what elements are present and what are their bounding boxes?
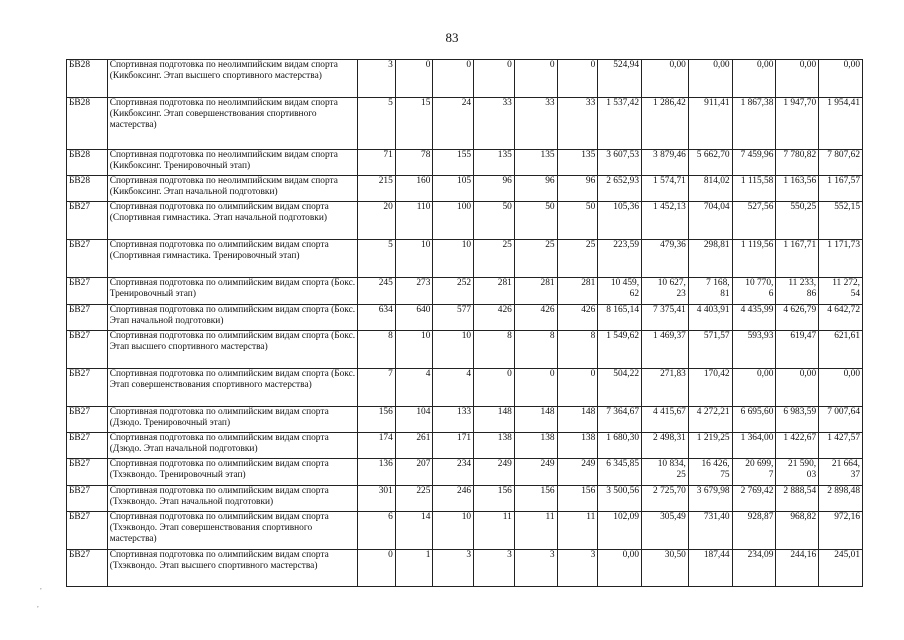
row-amount-cell: 245,01	[819, 550, 863, 587]
row-amount-cell: 619,47	[776, 331, 819, 369]
row-amount-cell: 4 642,72	[819, 305, 863, 331]
row-amount-cell: 271,83	[642, 369, 689, 407]
row-amount-cell: 2 898,48	[819, 486, 863, 512]
row-volume-cell: 207	[395, 459, 433, 486]
row-amount-cell: 4 626,79	[776, 305, 819, 331]
row-volume-cell: 8	[474, 331, 515, 369]
row-volume-cell: 104	[395, 407, 433, 433]
row-amount-cell: 21 664, 37	[819, 459, 863, 486]
row-volume-cell: 105	[433, 176, 474, 202]
row-service-name: Спортивная подготовка по олимпийским видам спорта (Дзюдо. Этап начальной подготовки)	[107, 433, 357, 459]
row-service-name: Спортивная подготовка по олимпийским видам спорта (Спортивная гимнастика. Этап начальной подготовки)	[107, 202, 357, 240]
row-volume-cell: 0	[474, 369, 515, 407]
row-amount-cell: 21 590, 03	[776, 459, 819, 486]
row-volume-cell: 133	[433, 407, 474, 433]
row-volume-cell: 33	[557, 98, 598, 150]
row-amount-cell: 1 947,70	[776, 98, 819, 150]
row-amount-cell: 10 627, 23	[642, 278, 689, 305]
row-volume-cell: 0	[514, 369, 557, 407]
row-volume-cell: 25	[474, 240, 515, 278]
row-volume-cell: 50	[557, 202, 598, 240]
table-row	[67, 433, 863, 459]
row-volume-cell: 96	[514, 176, 557, 202]
row-amount-cell: 1 867,38	[732, 98, 776, 150]
row-service-name: Спортивная подготовка по олимпийским видам спорта (Дзюдо. Тренировочный этап)	[107, 407, 357, 433]
row-amount-cell: 7 364,67	[598, 407, 642, 433]
row-volume-cell: 4	[395, 369, 433, 407]
row-amount-cell: 11 233, 86	[776, 278, 819, 305]
row-volume-cell: 3	[358, 60, 396, 98]
row-amount-cell: 552,15	[819, 202, 863, 240]
row-volume-cell: 138	[514, 433, 557, 459]
row-amount-cell: 968,82	[776, 512, 819, 550]
row-volume-cell: 20	[358, 202, 396, 240]
row-volume-cell: 50	[514, 202, 557, 240]
row-volume-cell: 10	[395, 331, 433, 369]
table-row	[67, 305, 863, 331]
row-volume-cell: 8	[514, 331, 557, 369]
row-volume-cell: 33	[474, 98, 515, 150]
row-amount-cell: 105,36	[598, 202, 642, 240]
row-volume-cell: 156	[474, 486, 515, 512]
table-row	[67, 278, 863, 305]
row-volume-cell: 0	[514, 60, 557, 98]
row-amount-cell: 7 168, 81	[688, 278, 732, 305]
row-volume-cell: 3	[514, 550, 557, 587]
row-volume-cell: 3	[557, 550, 598, 587]
row-amount-cell: 16 426, 75	[688, 459, 732, 486]
budget-table	[66, 59, 863, 587]
row-volume-cell: 25	[514, 240, 557, 278]
table-row	[67, 150, 863, 176]
row-amount-cell: 223,59	[598, 240, 642, 278]
row-volume-cell: 281	[514, 278, 557, 305]
row-amount-cell: 8 165,14	[598, 305, 642, 331]
row-amount-cell: 170,42	[688, 369, 732, 407]
row-volume-cell: 577	[433, 305, 474, 331]
row-amount-cell: 10 459, 62	[598, 278, 642, 305]
row-code: БВ27	[67, 369, 108, 407]
row-volume-cell: 160	[395, 176, 433, 202]
row-service-name: Спортивная подготовка по неолимпийским видам спорта (Кикбоксинг. Этап высшего спортивного мастерства)	[107, 60, 357, 98]
row-amount-cell: 2 498,31	[642, 433, 689, 459]
row-amount-cell: 298,81	[688, 240, 732, 278]
row-amount-cell: 1 680,30	[598, 433, 642, 459]
table-row	[67, 459, 863, 486]
row-volume-cell: 0	[557, 369, 598, 407]
row-volume-cell: 8	[358, 331, 396, 369]
row-amount-cell: 1 167,57	[819, 176, 863, 202]
row-volume-cell: 0	[358, 550, 396, 587]
row-service-name: Спортивная подготовка по неолимпийским видам спорта (Кикбоксинг. Этап начальной подготовки)	[107, 176, 357, 202]
row-amount-cell: 4 415,67	[642, 407, 689, 433]
row-volume-cell: 11	[514, 512, 557, 550]
row-code: БВ27	[67, 550, 108, 587]
row-amount-cell: 244,16	[776, 550, 819, 587]
row-amount-cell: 5 662,70	[688, 150, 732, 176]
row-amount-cell: 814,02	[688, 176, 732, 202]
row-volume-cell: 3	[474, 550, 515, 587]
row-code: БВ28	[67, 176, 108, 202]
row-amount-cell: 7 007,64	[819, 407, 863, 433]
row-amount-cell: 2 725,70	[642, 486, 689, 512]
row-volume-cell: 249	[474, 459, 515, 486]
row-volume-cell: 96	[474, 176, 515, 202]
row-service-name: Спортивная подготовка по олимпийским видам спорта (Бокс. Тренировочный этап)	[107, 278, 357, 305]
table-row	[67, 550, 863, 587]
table-row	[67, 240, 863, 278]
row-volume-cell: 261	[395, 433, 433, 459]
row-amount-cell: 1 171,73	[819, 240, 863, 278]
row-amount-cell: 504,22	[598, 369, 642, 407]
row-amount-cell: 4 403,91	[688, 305, 732, 331]
row-amount-cell: 6 695,60	[732, 407, 776, 433]
row-amount-cell: 0,00	[642, 60, 689, 98]
row-amount-cell: 1 219,25	[688, 433, 732, 459]
row-code: БВ27	[67, 407, 108, 433]
row-amount-cell: 10 770, 6	[732, 278, 776, 305]
row-amount-cell: 479,36	[642, 240, 689, 278]
row-code: БВ27	[67, 459, 108, 486]
row-amount-cell: 972,16	[819, 512, 863, 550]
table-row	[67, 98, 863, 150]
row-amount-cell: 0,00	[732, 60, 776, 98]
row-volume-cell: 252	[433, 278, 474, 305]
row-amount-cell: 1 427,57	[819, 433, 863, 459]
row-amount-cell: 0,00	[688, 60, 732, 98]
row-amount-cell: 0,00	[819, 60, 863, 98]
row-amount-cell: 0,00	[776, 60, 819, 98]
row-volume-cell: 225	[395, 486, 433, 512]
row-amount-cell: 593,93	[732, 331, 776, 369]
row-code: БВ27	[67, 202, 108, 240]
row-amount-cell: 10 834, 25	[642, 459, 689, 486]
row-volume-cell: 7	[358, 369, 396, 407]
row-amount-cell: 731,40	[688, 512, 732, 550]
row-volume-cell: 24	[433, 98, 474, 150]
row-volume-cell: 171	[433, 433, 474, 459]
row-volume-cell: 426	[557, 305, 598, 331]
row-amount-cell: 571,57	[688, 331, 732, 369]
row-amount-cell: 7 807,62	[819, 150, 863, 176]
table-row	[67, 60, 863, 98]
row-amount-cell: 3 679,98	[688, 486, 732, 512]
row-volume-cell: 0	[557, 60, 598, 98]
row-volume-cell: 426	[514, 305, 557, 331]
row-volume-cell: 148	[514, 407, 557, 433]
row-code: БВ28	[67, 98, 108, 150]
table-row	[67, 202, 863, 240]
row-code: БВ27	[67, 305, 108, 331]
row-amount-cell: 6 345,85	[598, 459, 642, 486]
row-amount-cell: 1 954,41	[819, 98, 863, 150]
row-amount-cell: 20 699, 7	[732, 459, 776, 486]
row-volume-cell: 5	[358, 240, 396, 278]
row-volume-cell: 0	[395, 60, 433, 98]
row-amount-cell: 7 375,41	[642, 305, 689, 331]
row-volume-cell: 281	[557, 278, 598, 305]
row-volume-cell: 156	[557, 486, 598, 512]
page-number: 83	[445, 30, 459, 45]
row-amount-cell: 1 115,58	[732, 176, 776, 202]
row-volume-cell: 249	[557, 459, 598, 486]
row-amount-cell: 6 983,59	[776, 407, 819, 433]
row-service-name: Спортивная подготовка по олимпийским видам спорта (Тхэквондо. Тренировочный этап)	[107, 459, 357, 486]
row-amount-cell: 1 364,00	[732, 433, 776, 459]
row-volume-cell: 10	[433, 512, 474, 550]
row-amount-cell: 527,56	[732, 202, 776, 240]
row-volume-cell: 245	[358, 278, 396, 305]
row-volume-cell: 10	[395, 240, 433, 278]
row-code: БВ27	[67, 512, 108, 550]
row-amount-cell: 1 167,71	[776, 240, 819, 278]
row-volume-cell: 11	[474, 512, 515, 550]
row-code: БВ27	[67, 486, 108, 512]
row-code: БВ28	[67, 150, 108, 176]
row-service-name: Спортивная подготовка по неолимпийским видам спорта (Кикбоксинг. Тренировочный этап)	[107, 150, 357, 176]
row-volume-cell: 78	[395, 150, 433, 176]
row-amount-cell: 1 452,13	[642, 202, 689, 240]
row-volume-cell: 11	[557, 512, 598, 550]
row-volume-cell: 138	[474, 433, 515, 459]
row-volume-cell: 110	[395, 202, 433, 240]
row-volume-cell: 96	[557, 176, 598, 202]
row-service-name: Спортивная подготовка по олимпийским видам спорта (Тхэквондо. Этап совершенствования спортивного мастерства)	[107, 512, 357, 550]
row-amount-cell: 0,00	[819, 369, 863, 407]
row-amount-cell: 7 459,96	[732, 150, 776, 176]
row-code: БВ27	[67, 278, 108, 305]
row-service-name: Спортивная подготовка по неолимпийским видам спорта (Кикбоксинг. Этап совершенствования спортивного мастерства)	[107, 98, 357, 150]
row-amount-cell: 1 549,62	[598, 331, 642, 369]
row-volume-cell: 5	[358, 98, 396, 150]
table-row	[67, 331, 863, 369]
table-row	[67, 407, 863, 433]
row-amount-cell: 2 769,42	[732, 486, 776, 512]
row-volume-cell: 135	[474, 150, 515, 176]
row-service-name: Спортивная подготовка по олимпийским видам спорта (Бокс. Этап начальной подготовки)	[107, 305, 357, 331]
row-amount-cell: 1 286,42	[642, 98, 689, 150]
row-amount-cell: 3 879,46	[642, 150, 689, 176]
row-amount-cell: 1 163,56	[776, 176, 819, 202]
row-amount-cell: 30,50	[642, 550, 689, 587]
row-volume-cell: 10	[433, 331, 474, 369]
row-code: БВ28	[67, 60, 108, 98]
row-amount-cell: 305,49	[642, 512, 689, 550]
row-volume-cell: 155	[433, 150, 474, 176]
row-volume-cell: 249	[514, 459, 557, 486]
row-amount-cell: 3 607,53	[598, 150, 642, 176]
row-amount-cell: 7 780,82	[776, 150, 819, 176]
row-volume-cell: 426	[474, 305, 515, 331]
row-service-name: Спортивная подготовка по олимпийским видам спорта (Бокс. Этап высшего спортивного мастерства)	[107, 331, 357, 369]
table-row	[67, 369, 863, 407]
row-amount-cell: 11 272, 54	[819, 278, 863, 305]
row-volume-cell: 1	[395, 550, 433, 587]
row-volume-cell: 25	[557, 240, 598, 278]
row-amount-cell: 524,94	[598, 60, 642, 98]
row-amount-cell: 550,25	[776, 202, 819, 240]
row-volume-cell: 6	[358, 512, 396, 550]
table-row	[67, 486, 863, 512]
row-volume-cell: 148	[557, 407, 598, 433]
row-volume-cell: 14	[395, 512, 433, 550]
row-volume-cell: 138	[557, 433, 598, 459]
row-volume-cell: 0	[474, 60, 515, 98]
row-amount-cell: 0,00	[732, 369, 776, 407]
row-amount-cell: 928,87	[732, 512, 776, 550]
row-volume-cell: 0	[433, 60, 474, 98]
row-amount-cell: 4 272,21	[688, 407, 732, 433]
row-amount-cell: 102,09	[598, 512, 642, 550]
row-amount-cell: 1 469,37	[642, 331, 689, 369]
row-volume-cell: 71	[358, 150, 396, 176]
row-amount-cell: 0,00	[776, 369, 819, 407]
row-amount-cell: 0,00	[598, 550, 642, 587]
table-row	[67, 176, 863, 202]
row-volume-cell: 100	[433, 202, 474, 240]
row-volume-cell: 4	[433, 369, 474, 407]
row-volume-cell: 10	[433, 240, 474, 278]
row-volume-cell: 640	[395, 305, 433, 331]
row-amount-cell: 4 435,99	[732, 305, 776, 331]
row-amount-cell: 3 500,56	[598, 486, 642, 512]
table-row	[67, 512, 863, 550]
row-volume-cell: 174	[358, 433, 396, 459]
row-volume-cell: 3	[433, 550, 474, 587]
row-amount-cell: 2 888,54	[776, 486, 819, 512]
row-service-name: Спортивная подготовка по олимпийским видам спорта (Тхэквондо. Этап высшего спортивного мастерства)	[107, 550, 357, 587]
row-code: БВ27	[67, 433, 108, 459]
row-volume-cell: 246	[433, 486, 474, 512]
scan-mark: ,	[40, 583, 42, 591]
row-amount-cell: 1 574,71	[642, 176, 689, 202]
row-volume-cell: 634	[358, 305, 396, 331]
row-code: БВ27	[67, 331, 108, 369]
scan-mark: ,	[37, 601, 39, 609]
row-service-name: Спортивная подготовка по олимпийским видам спорта (Спортивная гимнастика. Тренировочный этап)	[107, 240, 357, 278]
row-volume-cell: 215	[358, 176, 396, 202]
row-volume-cell: 234	[433, 459, 474, 486]
row-volume-cell: 156	[358, 407, 396, 433]
row-amount-cell: 704,04	[688, 202, 732, 240]
row-volume-cell: 33	[514, 98, 557, 150]
row-volume-cell: 148	[474, 407, 515, 433]
row-service-name: Спортивная подготовка по олимпийским видам спорта (Тхэквондо. Этап начальной подготовки)	[107, 486, 357, 512]
row-service-name: Спортивная подготовка по олимпийским видам спорта (Бокс. Этап совершенствования спортивного мастерства)	[107, 369, 357, 407]
row-volume-cell: 50	[474, 202, 515, 240]
row-volume-cell: 135	[514, 150, 557, 176]
row-amount-cell: 1 119,56	[732, 240, 776, 278]
row-volume-cell: 135	[557, 150, 598, 176]
row-amount-cell: 621,61	[819, 331, 863, 369]
row-amount-cell: 2 652,93	[598, 176, 642, 202]
row-amount-cell: 1 537,42	[598, 98, 642, 150]
row-volume-cell: 15	[395, 98, 433, 150]
row-volume-cell: 8	[557, 331, 598, 369]
row-amount-cell: 234,09	[732, 550, 776, 587]
row-volume-cell: 136	[358, 459, 396, 486]
row-amount-cell: 187,44	[688, 550, 732, 587]
row-volume-cell: 273	[395, 278, 433, 305]
row-amount-cell: 1 422,67	[776, 433, 819, 459]
row-volume-cell: 281	[474, 278, 515, 305]
row-amount-cell: 911,41	[688, 98, 732, 150]
row-volume-cell: 301	[358, 486, 396, 512]
row-code: БВ27	[67, 240, 108, 278]
row-volume-cell: 156	[514, 486, 557, 512]
